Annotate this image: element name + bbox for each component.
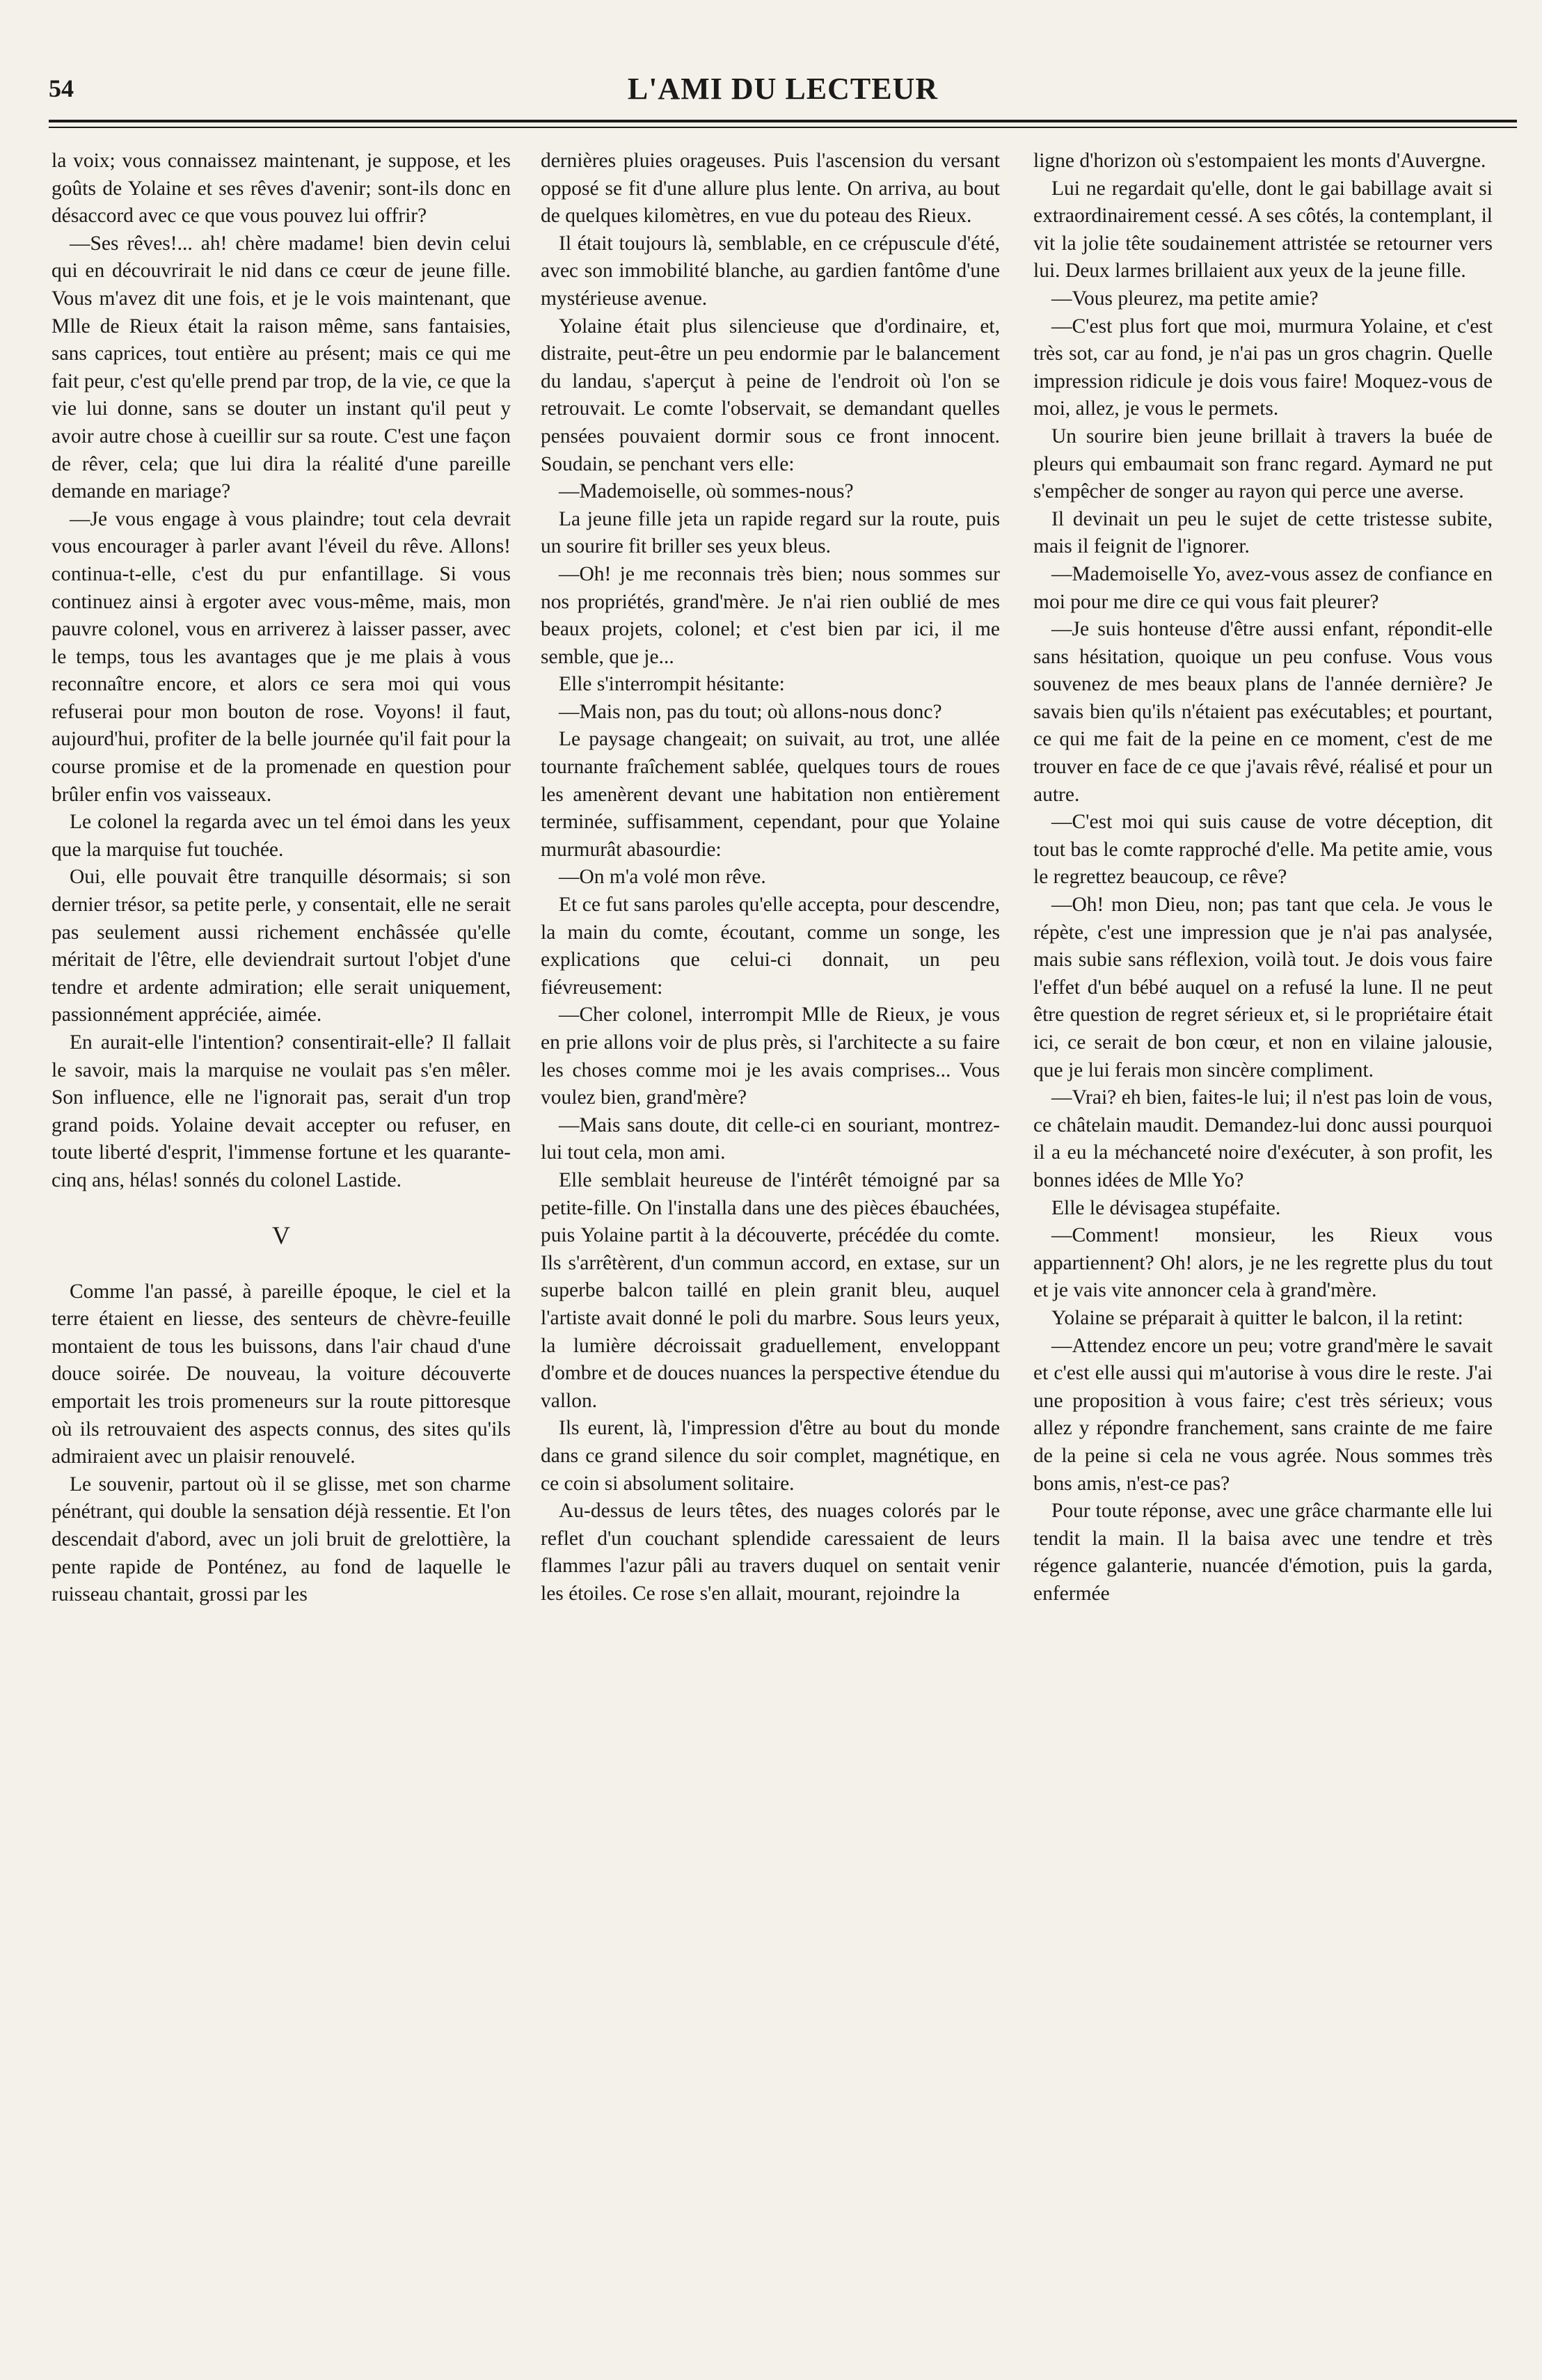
journal-title: L'AMI DU LECTEUR	[627, 72, 939, 106]
page-number: 54	[49, 74, 74, 102]
paragraph: ligne d'horizon où s'estompaient les monts d'Auvergne.	[1033, 150, 1486, 172]
paragraph: Elle semblait heureuse de l'intérêt témoigné par sa petite-fille. On l'installa dans une des pièces ébauchées, puis Yolaine partit à la découverte, précédée du comte. Ils s'arrêtèrent, d'un commun accord, en extase, sur un superbe balcon taillé en plein granit bleu, auquel l'artiste avait donné le poli du marbre. Sous leurs yeux, la lumière décroissait graduellement, enveloppant d'ombre et de douces nuances la perspective étendue du vallon.	[541, 1168, 1000, 1412]
paragraph: —Mademoiselle Yo, avez-vous assez de confiance en moi pour me dire ce qui vous fait pleurer?	[1033, 562, 1493, 613]
paragraph: —Cher colonel, interrompit Mlle de Rieux, je vous en prie allons voir de plus près, si l'architecte a su faire les choses comme moi je les avais comprises... Vous voulez bien, grand'mère?	[541, 1003, 1000, 1109]
paragraph: La jeune fille jeta un rapide regard sur la route, puis un sourire fit briller ses yeux bleus.	[541, 507, 1000, 558]
section-heading: V	[272, 1221, 290, 1249]
paragraph: —Oh! je me reconnais très bien; nous sommes sur nos propriétés, grand'mère. Je n'ai rien oublié de mes beaux projets, colonel; et c'est bien par ici, il me semble, que je...	[541, 562, 1000, 668]
paragraph: —On m'a volé mon rêve.	[559, 866, 766, 889]
paragraph: —Vous pleurez, ma petite amie?	[1051, 287, 1319, 310]
paragraph: Elle le dévisagea stupéfaite.	[1051, 1196, 1281, 1219]
paragraph: Et ce fut sans paroles qu'elle accepta, pour descendre, la main du comte, écoutant, comme un songe, les explications que celui-ci donnait, un peu fiévreusement:	[541, 894, 1000, 999]
paragraph: Le souvenir, partout où il se glisse, met son charme pénétrant, qui double la sensation déjà ressentie. Et l'on descendait d'abord, avec un joli bruit de grelottière, la pente rapide de Ponténez, au fond de laquelle le ruisseau chantait, grossi par les	[51, 1473, 511, 1606]
paragraph: Ils eurent, là, l'impression d'être au bout du monde dans ce grand silence du soir complet, magnétique, en ce coin si absolument solitaire.	[541, 1417, 1000, 1495]
paragraph: la voix; vous connaissez maintenant, je suppose, et les goûts de Yolaine et ses rêves d'avenir; sont-ils donc en désaccord avec ce que vous pouvez lui offrir?	[51, 150, 511, 228]
column-2	[541, 148, 1000, 2361]
article-body	[51, 148, 1517, 2361]
paragraph: Un sourire bien jeune brillait à travers la buée de pleurs qui embaumait son franc regard. Aymard ne put s'empêcher de songer au rayon qui perce une averse.	[1033, 425, 1493, 503]
paragraph: Pour toute réponse, avec une grâce charmante elle lui tendit la main. Il la baisa avec une tendre et très régence galanterie, nuancée d'émotion, puis la garda, enfermée	[1033, 1500, 1493, 1605]
column-3	[1033, 148, 1493, 2361]
paragraph: —Vrai? eh bien, faites-le lui; il n'est pas loin de vous, ce châtelain maudit. Demandez-lui donc aussi pourquoi il a eu la méchanceté noire d'exécuter, à son profit, les bonnes idées de Mlle Yo?	[1033, 1086, 1493, 1191]
paragraph: Lui ne regardait qu'elle, dont le gai babillage avait si extraordinairement cessé. A ses côtés, la contemplant, il vit la jolie tête soudainement attristée se retourner vers lui. Deux larmes brillaient aux yeux de la jeune fille.	[1033, 177, 1493, 283]
paragraph: —Ses rêves!... ah! chère madame! bien devin celui qui en découvrirait le nid dans ce cœur de jeune fille. Vous m'avez dit une fois, et je le vois maintenant, que Mlle de Rieux était la raison même, sans fantaisies, sans caprices, tout entière au présent; mais ce qui me fait peur, c'est qu'elle prend par trop, de la vie, ce que la vie lui donne, sans se douter un instant qu'il peut y avoir autre chose à cueillir sur sa route. C'est une façon de rêver, cela; que lui dira la réalité d'une pareille demande en mariage?	[51, 232, 511, 503]
paragraph: —Mais sans doute, dit celle-ci en souriant, montrez-lui tout cela, mon ami.	[541, 1113, 1000, 1164]
paragraph: Yolaine était plus silencieuse que d'ordinaire, et, distraite, peut-être un peu endormie par le balancement du landau, s'aperçut à peine de l'endroit où l'on se retrouvait. Le comte l'observait, se demandant quelles pensées pouvaient dormir sous ce front innocent. Soudain, se penchant vers elle:	[541, 315, 1000, 475]
paragraph: Il devinait un peu le sujet de cette tristesse subite, mais il feignit de l'ignorer.	[1033, 507, 1493, 558]
column-1	[51, 148, 511, 2361]
paragraph: Le paysage changeait; on suivait, au trot, une allée tournante fraîchement sablée, quelques tours de roues les amenèrent devant une habitation non entièrement terminée, suffisamment, cependant, pour que Yolaine murmurât abasourdie:	[541, 728, 1000, 861]
paragraph: En aurait-elle l'intention? consentirait-elle? Il fallait le savoir, mais la marquise ne voulait pas s'en mêler. Son influence, elle ne l'ignorait pas, serait d'un trop grand poids. Yolaine devait accepter ou refuser, en toute liberté d'esprit, l'immense fortune et les quarante-cinq ans, hélas! sonnés du colonel Lastide.	[51, 1031, 511, 1191]
paragraph: —Mademoiselle, où sommes-nous?	[559, 480, 854, 503]
paragraph: dernières pluies orageuses. Puis l'ascension du versant opposé se fit d'une allure plus lente. On arriva, au bout de quelques kilomètres, en vue du poteau des Rieux.	[541, 150, 1000, 228]
page-header	[49, 65, 1517, 107]
header-rule-thick	[49, 120, 1517, 122]
paragraph: —Je vous engage à vous plaindre; tout cela devrait vous encourager à parler avant l'éveil du rêve. Allons! continua-t-elle, c'est du pur enfantillage. Si vous continuez ainsi à ergoter avec vous-même, mais, mon pauvre colonel, vous en arriverez à laisser passer, avec le temps, tous les avantages que je me plais à vous reconnaître encore, et alors ce sera moi qui vous refuserai pour mon bouton de rose. Voyons! il faut, aujourd'hui, profiter de la belle journée qu'il fait pour la course promise et de la promenade en question pour brûler enfin vos vaisseaux.	[51, 507, 511, 806]
paragraph: —Oh! mon Dieu, non; pas tant que cela. Je vous le répète, c'est une impression que je n'ai pas analysée, mais subie sans réflexion, voilà tout. Je dois vous faire l'effet d'un bébé auquel on a refusé la lune. Il ne peut être question de regret sérieux et, si le propriétaire était ici, ce serait de bon cœur, et non en vilaine jalousie, que je lui ferais mon sincère compliment.	[1033, 894, 1493, 1081]
paragraph: Comme l'an passé, à pareille époque, le ciel et la terre étaient en liesse, des senteurs de chèvre-feuille montaient de tous les buissons, dans l'air chaud d'une douce soirée. De nouveau, la voiture découverte emportait les trois promeneurs sur la route pittoresque où ils retrouvaient des aspects connus, des sites qu'ils admiraient avec un plaisir renouvelé.	[51, 1280, 511, 1468]
paragraph: Il était toujours là, semblable, en ce crépuscule d'été, avec son immobilité blanche, au gardien fantôme d'une mystérieuse avenue.	[541, 232, 1000, 310]
header-rule-thin	[49, 127, 1517, 128]
paragraph: —Attendez encore un peu; votre grand'mère le savait et c'est elle aussi qui m'autorise à vous dire le reste. J'ai une proposition à vous faire; c'est très sérieux; vous allez y répondre franchement, sans crainte de me faire de la peine si cela ne vous agrée. Nous sommes très bons amis, n'est-ce pas?	[1033, 1334, 1493, 1495]
paragraph: Au-dessus de leurs têtes, des nuages colorés par le reflet d'un couchant splendide caressaient de leurs flammes l'azur pâli au travers duquel on sentait venir les étoiles. Ce rose s'en allait, mourant, rejoindre la	[541, 1500, 1000, 1605]
paragraph: Le colonel la regarda avec un tel émoi dans les yeux que la marquise fut touchée.	[51, 811, 511, 861]
paragraph: —C'est moi qui suis cause de votre déception, dit tout bas le comte rapproché d'elle. Ma petite amie, vous le regrettez beaucoup, ce rêve?	[1033, 811, 1493, 889]
paragraph: —Je suis honteuse d'être aussi enfant, répondit-elle sans hésitation, quoique un peu confuse. Vous vous souvenez de mes beaux plans de l'année dernière? Je savais bien qu'ils n'étaient pas exécutables; et pourtant, ce qui me fait de la peine en ce moment, c'est de me trouver en face de ce que j'avais rêvé, réalisé et pour un autre.	[1033, 618, 1493, 806]
paragraph: —Comment! monsieur, les Rieux vous appartiennent? Oh! alors, je ne les regrette plus du tout et je vais vite annoncer cela à grand'mère.	[1033, 1224, 1493, 1302]
paragraph: —Mais non, pas du tout; où allons-nous donc?	[559, 700, 942, 723]
paragraph: Elle s'interrompit hésitante:	[559, 673, 785, 696]
paragraph: Yolaine se préparait à quitter le balcon, il la retint:	[1051, 1306, 1463, 1329]
paragraph: Oui, elle pouvait être tranquille désormais; si son dernier trésor, sa petite perle, y consentait, elle ne serait pas seulement aussi richement enchâssée qu'elle méritait de l'être, elle deviendrait surtout l'objet d'une tendre et ardente admiration; elle serait uniquement, passionnément appréciée, aimée.	[51, 866, 511, 1026]
paragraph: —C'est plus fort que moi, murmura Yolaine, et c'est très sot, car au fond, je n'ai pas un gros chagrin. Quelle impression ridicule je dois vous faire! Moquez-vous de moi, allez, je vous le permets.	[1033, 315, 1493, 420]
